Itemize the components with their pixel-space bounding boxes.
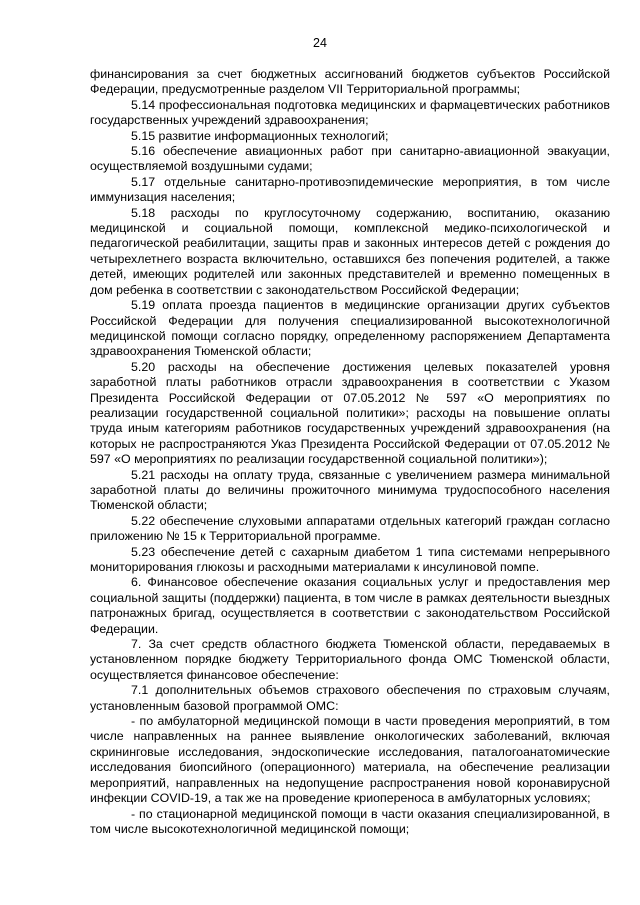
paragraph: 5.16 обеспечение авиационных работ при санитарно-авиационной эвакуации, осуществляемой воздушными судами; (90, 144, 610, 174)
document-body (90, 67, 610, 837)
paragraph: 5.21 расходы на оплату труда, связанные с увеличением размера минимальной заработной платы до величины прожиточного минимума трудоспособного населения Тюменской области; (90, 467, 610, 513)
paragraph: 6. Финансовое обеспечение оказания социальных услуг и предоставления мер социальной защиты (поддержки) пациента, в том числе в рамках деятельности выездных патронажных бригад, осуществляется в соответствии с законодательством Российской Федерации. (90, 575, 610, 636)
paragraph: 5.17 отдельные санитарно-противоэпидемические мероприятия, в том числе иммунизация населения; (90, 174, 610, 205)
paragraph: - по амбулаторной медицинской помощи в части проведения мероприятий, в том числе направленных на раннее выявление онкологических заболеваний, включая скрининговые исследования, эндоскопические исследования, паталогоанатомические исследования биопсийного (операционного) материала, на обеспечение реализации мероприятий, направленных на недопущение распространения новой коронавирусной инфекции COVID-19, а так же на проведение криопереноса в амбулаторных условиях; (90, 714, 610, 806)
page-number: 24 (313, 36, 327, 50)
paragraph: 5.22 обеспечение слуховыми аппаратами отдельных категорий граждан согласно приложению № 15 к Территориальной программе. (90, 513, 610, 544)
paragraph: финансирования за счет бюджетных ассигнований бюджетов субъектов Российской Федерации, предусмотренные разделом VII Территориальной программы; (90, 67, 610, 97)
paragraph: 5.19 оплата проезда пациентов в медицинские организации других субъектов Российской Федерации для получения специализированной высокотехнологичной медицинской помощи согласно порядку, определенному распоряжением Департамента здравоохранения Тюменской области; (90, 298, 610, 359)
paragraph: 7.1 дополнительных объемов страхового обеспечения по страховым случаям, установленным базовой программой ОМС: (90, 683, 610, 713)
paragraph: 5.20 расходы на обеспечение достижения целевых показателей уровня заработной платы работников отрасли здравоохранения в соответствии с Указом Президента Российской Федерации от 07.05.2012 № 597 «О мероприятиях по реализации государственной социальной политики»; расходы на повышение оплаты труда иным категориям работников государственных учреждений здравоохранения (на которых не распространяются Указ Президента Российской Федерации от 07.05.2012 № 597 «О мероприятиях по реализации государственной социальной политики»); (90, 359, 610, 467)
paragraph: 5.18 расходы по круглосуточному содержанию, воспитанию, оказанию медицинской и социальной помощи, комплексной медико-психологической и педагогической реабилитации, защиты прав и законных интересов детей с рождения до четырехлетнего возраста включительно, оставшихся без попечения родителей, а также детей, имеющих родителей или законных представителей и временно помещенных в дом ребенка в соответствии с законодательством Российской Федерации; (90, 205, 610, 297)
paragraph: 7. За счет средств областного бюджета Тюменской области, передаваемых в установленном порядке бюджету Территориального фонда ОМС Тюменской области, осуществляется финансовое обеспечение: (90, 637, 610, 682)
paragraph: 5.15 развитие информационных технологий; (131, 128, 389, 143)
paragraph: 5.14 профессиональная подготовка медицинских и фармацевтических работников государственных учреждений здравоохранения; (90, 97, 610, 128)
paragraph: - по стационарной медицинской помощи в части оказания специализированной, в том числе высокотехнологичной медицинской помощи; (90, 806, 610, 836)
paragraph: 5.23 обеспечение детей с сахарным диабетом 1 типа системами непрерывного мониторирования глюкозы и расходными материалами к инсулиновой помпе. (90, 544, 610, 574)
